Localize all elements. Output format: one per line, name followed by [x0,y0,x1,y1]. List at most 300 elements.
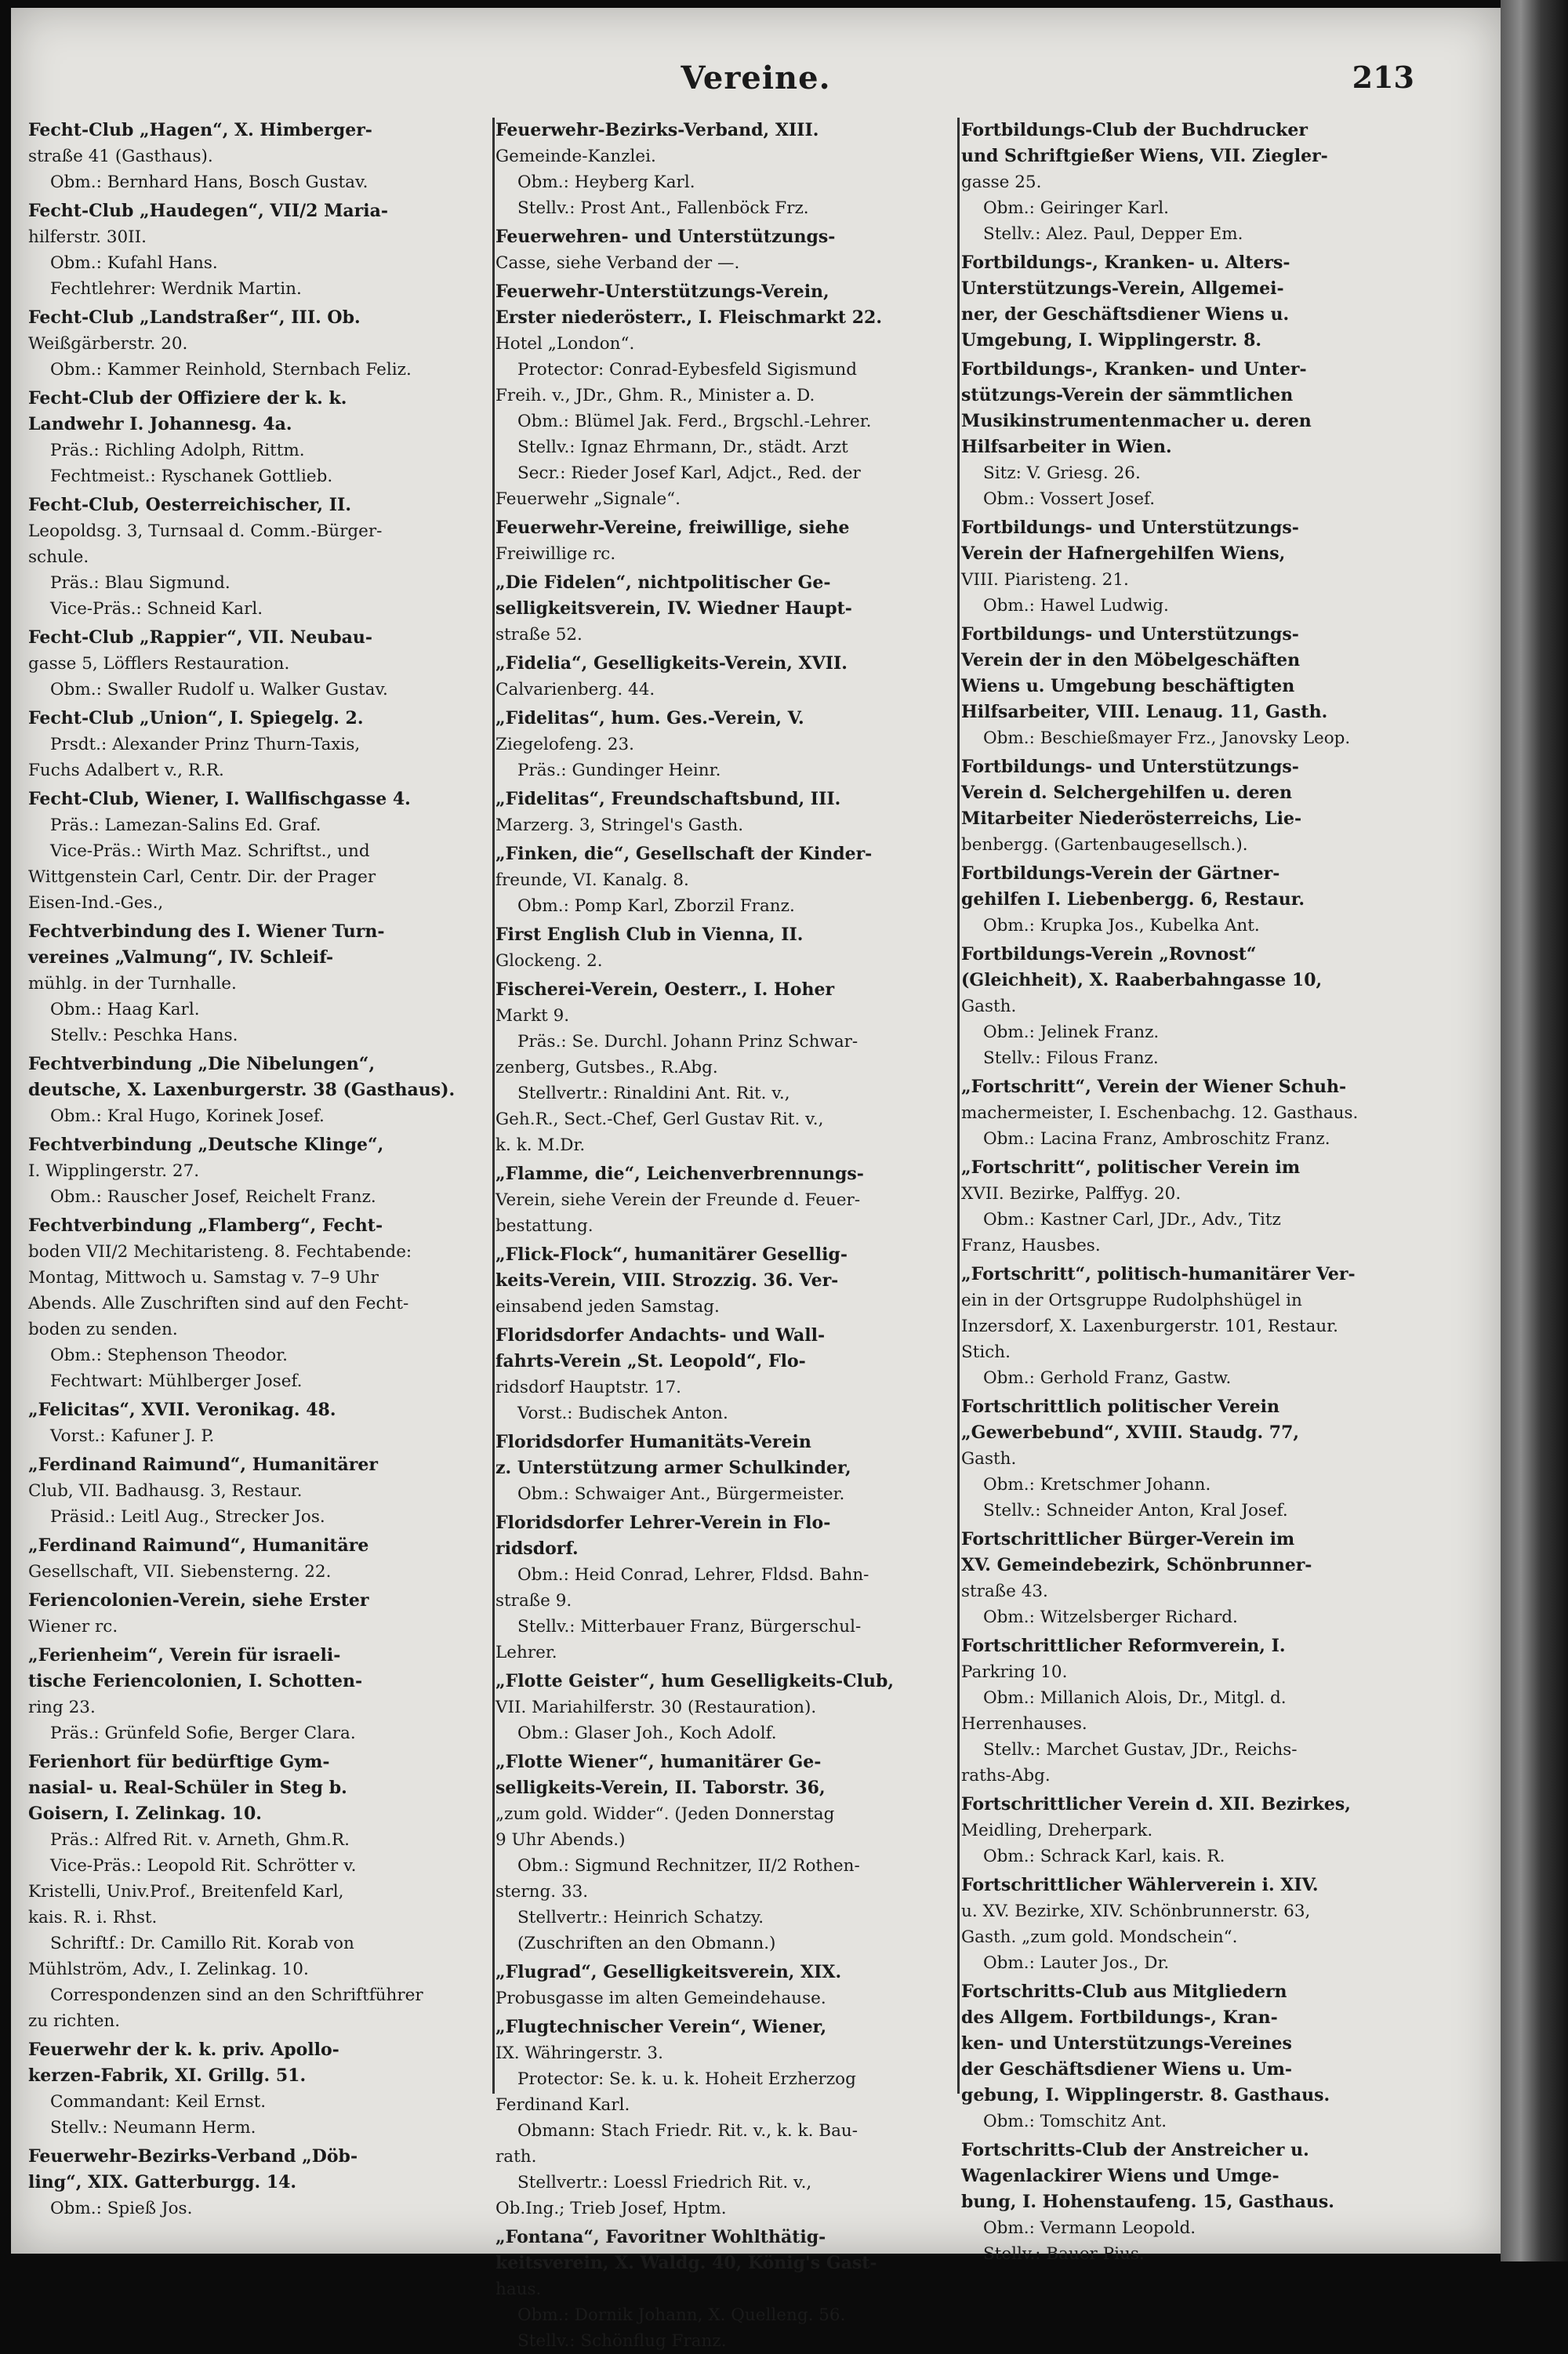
entry-detail-line: Obm.: Glaser Joh., Koch Adolf. [517,1724,777,1743]
directory-entry [28,1132,491,1210]
entry-detail-line: bestattung. [495,1216,593,1236]
entry-heading-line: Fortbildungs-, Kranken- u. Alters- [961,252,1290,273]
directory-entry [495,786,958,838]
entry-heading-line: Fecht-Club „Rappier“, VII. Neubau- [28,627,373,648]
entry-heading-line: „Flugrad“, Geselligkeitsverein, XIX. [495,1962,842,1982]
entry-detail-line: freunde, VI. Kanalg. 8. [495,870,689,890]
entry-heading-line: deutsche, X. Laxenburgerstr. 38 (Gasthaus). [28,1080,456,1100]
entry-detail-line: Obm.: Kufahl Hans. [50,253,218,273]
entry-detail-line: boden zu senden. [28,1320,178,1339]
directory-entry [961,1979,1424,2134]
directory-entry [495,977,958,1158]
entry-detail-line: Franz, Hausbes. [961,1236,1101,1255]
entry-heading-line: Fortbildungs-Club der Buchdrucker [961,120,1308,140]
directory-entry [495,224,958,276]
entry-detail-line: Commandant: Keil Ernst. [50,2092,267,2112]
entry-detail-line: Eisen-Ind.-Ges., [28,893,164,913]
entry-heading-line: „Fidelia“, Geselligkeits-Verein, XVII. [495,653,848,674]
entry-heading-line: Wiens u. Umgebung beschäftigten [961,676,1295,696]
entry-detail-line: Obm.: Kretschmer Johann. [983,1475,1211,1495]
entry-detail-line: Gemeinde-Kanzlei. [495,147,656,166]
entry-heading-line: Fortschrittlicher Wählerverein i. XIV. [961,1875,1319,1895]
entry-heading-line: Verein der Hafnergehilfen Wiens, [961,543,1286,564]
directory-entry [28,1397,491,1449]
entry-heading-line: Fortbildungs-Verein der Gärtner- [961,863,1280,884]
entry-heading-line: gehilfen I. Liebenbergg. 6, Restaur. [961,889,1305,910]
entry-heading-line: „Flugtechnischer Verein“, Wiener, [495,2017,827,2037]
entry-heading-line: „Fortschritt“, Verein der Wiener Schuh- [961,1077,1347,1097]
entry-detail-line: Leopoldsg. 3, Turnsaal d. Comm.-Bürger- [28,521,383,541]
entry-heading-line: Fortbildungs-, Kranken- und Unter- [961,359,1307,380]
entry-detail-line: Abends. Alle Zuschriften sind auf den Fecht- [28,1294,409,1313]
entry-detail-line: Präs.: Alfred Rit. v. Arneth, Ghm.R. [50,1830,350,1850]
entry-detail-line: Fuchs Adalbert v., R.R. [28,761,224,780]
entry-heading-line: Feriencolonien-Verein, siehe Erster [28,1590,369,1611]
entry-detail-line: VII. Mariahilferstr. 30 (Restauration). [495,1698,817,1717]
entry-detail-line: ridsdorf Hauptstr. 17. [495,1378,681,1397]
directory-entry [961,942,1424,1071]
directory-entry [28,1643,491,1746]
entry-detail-line: schule. [28,547,89,567]
entry-heading-line: Unterstützungs-Verein, Allgemei- [961,278,1284,299]
directory-entry [28,1749,491,2034]
directory-entry [28,1213,491,1394]
directory-entry [28,1588,491,1640]
entry-detail-line: Wittgenstein Carl, Centr. Dir. der Prager [28,867,376,887]
entry-heading-line: keits-Verein, VIII. Strozzig. 36. Ver- [495,1270,839,1291]
directory-entry [28,198,491,302]
entry-heading-line: Fecht-Club der Offiziere der k. k. [28,388,347,409]
entry-detail-line: Obm.: Jelinek Franz. [983,1023,1160,1042]
entry-detail-line: u. XV. Bezirke, XIV. Schönbrunnerstr. 63, [961,1902,1311,1921]
book-page [11,8,1501,2351]
directory-entry [495,1749,958,1956]
entry-detail-line: XVII. Bezirke, Palffyg. 20. [961,1184,1181,1204]
entry-heading-line: kerzen-Fabrik, XI. Grillg. 51. [28,2065,307,2086]
entry-detail-line: Präs.: Gundinger Heinr. [517,761,721,780]
entry-detail-line: Präs.: Grünfeld Sofie, Berger Clara. [50,1724,356,1743]
entry-detail-line: Präsid.: Leitl Aug., Strecker Jos. [50,1507,325,1527]
entry-detail-line: ein in der Ortsgruppe Rudolphshügel in [961,1291,1302,1310]
entry-heading-line: „Flotte Wiener“, humanitärer Ge- [495,1752,822,1772]
directory-entry [495,2225,958,2354]
text-column-right [961,118,1424,2264]
entry-heading-line: und Schriftgießer Wiens, VII. Ziegler- [961,146,1328,166]
entry-detail-line: Präs.: Lamezan-Salins Ed. Graf. [50,816,321,835]
entry-heading-line: nasial- u. Real-Schüler in Steg b. [28,1778,347,1798]
entry-detail-line: Obm.: Kammer Reinhold, Sternbach Feliz. [50,360,412,380]
entry-heading-line: ner, der Geschäftsdiener Wiens u. [961,304,1290,325]
entry-heading-line: Fischerei-Verein, Oesterr., I. Hoher [495,979,835,1000]
entry-heading-line: Fortschrittlicher Verein d. XII. Bezirkes, [961,1794,1351,1815]
entry-heading-line: Umgebung, I. Wipplingerstr. 8. [961,330,1262,351]
directory-entry [495,922,958,974]
entry-detail-line: Obm.: Vossert Josef. [983,489,1156,509]
entry-detail-line: „zum gold. Widder“. (Jeden Donnerstag [495,1804,835,1824]
entry-heading-line: Floridsdorfer Lehrer-Verein in Flo- [495,1513,831,1533]
entry-detail-line: Probusgasse im alten Gemeindehause. [495,1989,826,2008]
entry-detail-line: Stellv.: Marchet Gustav, JDr., Reichs- [983,1740,1298,1760]
entry-heading-line: „Fontana“, Favoritner Wohlthätig- [495,2227,826,2247]
entry-detail-line: Stellv.: Bauer Pius. [983,2244,1145,2264]
entry-detail-line: Fechtlehrer: Werdnik Martin. [50,279,302,299]
entry-detail-line: sterng. 33. [495,1882,589,1902]
directory-entry [961,118,1424,247]
entry-detail-line: Mühlström, Adv., I. Zelinkag. 10. [28,1960,309,1979]
page-number: 213 [1352,60,1414,95]
entry-heading-line: des Allgem. Fortbildungs-, Kran- [961,2007,1278,2028]
entry-detail-line: gasse 25. [961,173,1042,192]
entry-detail-line: Obm.: Schwaiger Ant., Bürgermeister. [517,1484,845,1504]
entry-heading-line: Goisern, I. Zelinkag. 10. [28,1804,262,1824]
entry-detail-line: Stellv.: Ignaz Ehrmann, Dr., städt. Arzt [517,438,848,457]
directory-entry [28,386,491,489]
entry-detail-line: zenberg, Gutsbes., R.Abg. [495,1058,718,1077]
directory-entry [28,2144,491,2221]
directory-entry [961,250,1424,354]
directory-entry [495,1323,958,1426]
entry-detail-line: Meidling, Dreherpark. [961,1821,1153,1840]
entry-detail-line: Glockeng. 2. [495,951,603,971]
entry-detail-line: Weißgärberstr. 20. [28,334,188,354]
entry-detail-line: Gasth. „zum gold. Mondschein“. [961,1927,1238,1947]
entry-heading-line: „Flotte Geister“, hum Geselligkeits-Club, [495,1671,895,1691]
entry-heading-line: Feuerwehr-Unterstützungs-Verein, [495,282,829,302]
entry-heading-line: Fecht-Club, Oesterreichischer, II. [28,495,351,515]
entry-detail-line: Präs.: Richling Adolph, Rittm. [50,441,305,460]
entry-detail-line: Freih. v., JDr., Ghm. R., Minister a. D. [495,386,815,405]
entry-detail-line: Stellv.: Peschka Hans. [50,1026,238,1045]
entry-detail-line: straße 52. [495,625,583,645]
entry-detail-line: Obm.: Geiringer Karl. [983,198,1169,218]
directory-entry [28,1052,491,1129]
entry-detail-line: gasse 5, Löfflers Restauration. [28,654,290,674]
entry-heading-line: vereines „Valmung“, IV. Schleif- [28,947,334,968]
entry-detail-line: Club, VII. Badhausg. 3, Restaur. [28,1481,303,1501]
directory-entry [495,1429,958,1507]
entry-detail-line: Obm.: Lacina Franz, Ambroschitz Franz. [983,1129,1330,1149]
entry-detail-line: Verein, siehe Verein der Freunde d. Feuer- [495,1190,861,1210]
entry-heading-line: Fortschritts-Club der Anstreicher u. [961,2140,1309,2160]
directory-entry [28,2037,491,2141]
entry-heading-line: gebung, I. Wipplingerstr. 8. Gasthaus. [961,2085,1330,2105]
entry-detail-line: Obm.: Gerhold Franz, Gastw. [983,1368,1232,1388]
entry-detail-line: Obm.: Lauter Jos., Dr. [983,1953,1170,1973]
entry-detail-line: Stellv.: Schneider Anton, Kral Josef. [983,1501,1288,1520]
entry-detail-line: Stellv.: Schönflug Franz. [517,2331,727,2351]
entry-detail-line: raths-Abg. [961,1766,1051,1785]
entry-detail-line: Montag, Mittwoch u. Samstag v. 7–9 Uhr [28,1268,379,1288]
entry-detail-line: haus. [495,2280,542,2299]
entry-heading-line: „Gewerbebund“, XVIII. Staudg. 77, [961,1422,1300,1443]
entry-detail-line: Feuerwehr „Signale“. [495,489,681,509]
entry-heading-line: Fecht-Club „Landstraßer“, III. Ob. [28,307,361,328]
directory-entry [28,1533,491,1585]
entry-detail-line: Obm.: Kral Hugo, Korinek Josef. [50,1106,325,1126]
entry-heading-line: ling“, XIX. Gatterburgg. 14. [28,2172,297,2192]
entry-heading-line: ken- und Unterstützungs-Vereines [961,2033,1292,2054]
entry-detail-line: Obm.: Spieß Jos. [50,2199,193,2218]
entry-detail-line: Stellv.: Prost Ant., Fallenböck Frz. [517,198,809,218]
entry-heading-line: selligkeits-Verein, II. Taborstr. 36, [495,1778,826,1798]
entry-heading-line: Landwehr I. Johannesg. 4a. [28,414,292,434]
entry-detail-line: Obm.: Swaller Rudolf u. Walker Gustav. [50,680,388,699]
entry-detail-line: Präs.: Blau Sigmund. [50,573,230,593]
entry-detail-line: straße 41 (Gasthaus). [28,147,213,166]
entry-detail-line: machermeister, I. Eschenbachg. 12. Gasthaus. [961,1103,1359,1123]
entry-heading-line: Feuerwehren- und Unterstützungs- [495,227,836,247]
directory-entry [495,1510,958,1666]
entry-heading-line: „Fortschritt“, politischer Verein im [961,1157,1301,1178]
directory-entry [495,570,958,648]
entry-heading-line: Fortbildungs- und Unterstützungs- [961,757,1299,777]
entry-detail-line: Vice-Präs.: Leopold Rit. Schrötter v. [50,1856,357,1876]
entry-detail-line: Obm.: Blümel Jak. Ferd., Brgschl.-Lehrer. [517,412,872,431]
entry-detail-line: Vorst.: Budischek Anton. [517,1404,728,1423]
entry-heading-line: Fortbildungs- und Unterstützungs- [961,624,1299,645]
entry-detail-line: Obm.: Rauscher Josef, Reichelt Franz. [50,1187,376,1207]
entry-heading-line: Fortbildungs-Verein „Rovnost“ [961,944,1257,964]
entry-heading-line: der Geschäftsdiener Wiens u. Um- [961,2059,1293,2080]
entry-heading-line: tische Feriencolonien, I. Schotten- [28,1671,363,1691]
entry-heading-line: Fortschrittlich politischer Verein [961,1397,1279,1417]
entry-heading-line: Fortschritts-Club aus Mitgliedern [961,1982,1287,2002]
running-title: Vereine. [681,60,831,96]
entry-detail-line: Markt 9. [495,1006,570,1026]
entry-detail-line: einsabend jeden Samstag. [495,1297,720,1317]
directory-entry [961,1633,1424,1789]
entry-heading-line: Fecht-Club „Hagen“, X. Himberger- [28,120,372,140]
directory-entry [961,357,1424,512]
directory-entry [495,279,958,512]
directory-entry [961,622,1424,751]
entry-heading-line: Fortbildungs- und Unterstützungs- [961,518,1299,538]
entry-detail-line: k. k. M.Dr. [495,1135,586,1155]
entry-detail-line: Obm.: Stephenson Theodor. [50,1346,288,1365]
directory-entry [28,706,491,783]
entry-detail-line: Obm.: Schrack Karl, kais. R. [983,1847,1225,1866]
directory-entry [28,1452,491,1530]
entry-heading-line: Mitarbeiter Niederösterreichs, Lie- [961,808,1302,829]
entry-detail-line: Stich. [961,1342,1011,1362]
directory-entry [28,492,491,622]
entry-heading-line: Feuerwehr-Bezirks-Verband „Döb- [28,2146,358,2167]
directory-entry [495,118,958,221]
entry-heading-line: Musikinstrumentenmacher u. deren [961,411,1312,431]
entry-detail-line: Lehrer. [495,1643,557,1662]
entry-heading-line: First English Club in Vienna, II. [495,925,804,945]
entry-detail-line: hilferstr. 30II. [28,227,147,247]
entry-heading-line: Verein d. Selchergehilfen u. deren [961,783,1293,803]
entry-heading-line: Fechtverbindung „Deutsche Klinge“, [28,1135,384,1155]
entry-heading-line: keitsverein, X. Waldg. 40, König's Gast- [495,2253,877,2273]
entry-detail-line: Stellvertr.: Loessl Friedrich Rit. v., [517,2173,812,2192]
directory-entry [495,1960,958,2011]
entry-heading-line: Feuerwehr-Bezirks-Verband, XIII. [495,120,819,140]
text-column-left [28,118,491,2218]
entry-heading-line: Erster niederösterr., I. Fleischmarkt 22. [495,307,883,328]
directory-entry [961,754,1424,858]
entry-heading-line: „Die Fidelen“, nichtpolitischer Ge- [495,572,831,593]
directory-entry [495,651,958,703]
directory-entry [961,1394,1424,1524]
entry-heading-line: Fortschrittlicher Reformverein, I. [961,1636,1286,1656]
entry-detail-line: Secr.: Rieder Josef Karl, Adjct., Red. der [517,463,861,483]
entry-detail-line: Obm.: Witzelsberger Richard. [983,1607,1238,1627]
entry-detail-line: boden VII/2 Mechitaristeng. 8. Fechtabende: [28,1242,412,1262]
entry-heading-line: Fecht-Club „Haudegen“, VII/2 Maria- [28,201,389,221]
entry-detail-line: I. Wipplingerstr. 27. [28,1161,200,1181]
entry-detail-line: Protector: Se. k. u. k. Hoheit Erzherzog [517,2069,856,2089]
entry-detail-line: Vice-Präs.: Schneid Karl. [50,599,263,619]
entry-detail-line: kais. R. i. Rhst. [28,1908,158,1927]
entry-detail-line: Vorst.: Kafuner J. P. [50,1426,215,1446]
entry-detail-line: Obm.: Pomp Karl, Zborzil Franz. [517,896,795,916]
entry-detail-line: Obm.: Bernhard Hans, Bosch Gustav. [50,173,368,192]
entry-detail-line: ring 23. [28,1698,96,1717]
entry-heading-line: Fecht-Club, Wiener, I. Wallfischgasse 4. [28,789,411,809]
entry-heading-line: „Ferdinand Raimund“, Humanitäre [28,1535,369,1556]
entry-detail-line: Obm.: Kastner Carl, JDr., Adv., Titz [983,1210,1281,1230]
entry-detail-line: straße 9. [495,1591,572,1611]
entry-heading-line: bung, I. Hohenstaufeng. 15, Gasthaus. [961,2192,1334,2212]
entry-heading-line: „Flick-Flock“, humanitärer Gesellig- [495,1244,848,1265]
entry-detail-line: Parkring 10. [961,1662,1068,1682]
entry-heading-line: Fechtverbindung des I. Wiener Turn- [28,921,385,942]
entry-detail-line: Herrenhauses. [961,1714,1087,1734]
page-header [11,60,1501,107]
entry-detail-line: IX. Währingerstr. 3. [495,2043,663,2063]
entry-detail-line: Hotel „London“. [495,334,635,354]
entry-heading-line: „Fortschritt“, politisch-humanitärer Ver- [961,1264,1356,1284]
entry-heading-line: Fecht-Club „Union“, I. Spiegelg. 2. [28,708,364,728]
entry-detail-line: Ziegelofeng. 23. [495,735,634,754]
entry-detail-line: Obm.: Vermann Leopold. [983,2218,1196,2238]
entry-heading-line: XV. Gemeindebezirk, Schönbrunner- [961,1555,1312,1575]
entry-detail-line: Calvarienberg. 44. [495,680,655,699]
entry-detail-line: Stellv.: Filous Franz. [983,1048,1159,1068]
entry-heading-line: Verein der in den Möbelgeschäften [961,650,1301,670]
entry-detail-line: straße 43. [961,1582,1048,1601]
entry-heading-line: Hilfsarbeiter, VIII. Lenaug. 11, Gasth. [961,702,1328,722]
entry-detail-line: Gesellschaft, VII. Siebensterng. 22. [28,1562,332,1582]
entry-detail-line: rath. [495,2147,537,2167]
entry-heading-line: Hilfsarbeiter in Wien. [961,437,1172,457]
entry-detail-line: Schriftf.: Dr. Camillo Rit. Korab von [50,1934,354,1953]
entry-detail-line: Stellv.: Alez. Paul, Depper Em. [983,224,1243,244]
directory-entry [28,786,491,916]
entry-heading-line: Feuerwehr der k. k. priv. Apollo- [28,2040,339,2060]
directory-entry [495,706,958,783]
directory-entry [961,1262,1424,1391]
entry-heading-line: „Ferdinand Raimund“, Humanitärer [28,1455,378,1475]
entry-detail-line: Obm.: Krupka Jos., Kubelka Ant. [983,916,1260,935]
entry-heading-line: „Ferienheim“, Verein für israeli- [28,1645,341,1666]
entry-detail-line: Ob.Ing.; Trieb Josef, Hptm. [495,2199,727,2218]
directory-entry [961,861,1424,939]
entry-heading-line: Wagenlackirer Wiens und Umge- [961,2166,1279,2186]
entry-detail-line: Stellvertr.: Rinaldini Ant. Rit. v., [517,1084,790,1103]
entry-detail-line: Protector: Conrad-Eybesfeld Sigismund [517,360,858,380]
entry-detail-line: Sitz: V. Griesg. 26. [983,463,1141,483]
entry-detail-line: Obm.: Hawel Ludwig. [983,596,1169,616]
entry-detail-line: Fechtwart: Mühlberger Josef. [50,1371,303,1391]
entry-detail-line: Gasth. [961,1449,1017,1469]
entry-heading-line: stützungs-Verein der sämmtlichen [961,385,1294,405]
directory-entry [961,1873,1424,1976]
entry-detail-line: Freiwillige rc. [495,544,616,564]
directory-entry [495,1242,958,1320]
entry-heading-line: z. Unterstützung armer Schulkinder, [495,1458,851,1478]
directory-entry [961,1527,1424,1630]
directory-entry [495,2014,958,2221]
entry-heading-line: Fortschrittlicher Bürger-Verein im [961,1529,1295,1549]
entry-detail-line: Kristelli, Univ.Prof., Breitenfeld Karl, [28,1882,344,1902]
entry-detail-line: Casse, siehe Verband der —. [495,253,740,273]
directory-entry [961,1155,1424,1259]
entry-heading-line: „Finken, die“, Gesellschaft der Kinder- [495,844,873,864]
entry-heading-line: „Felicitas“, XVII. Veronikag. 48. [28,1400,336,1420]
entry-heading-line: Ferienhort für bedürftige Gym- [28,1752,330,1772]
entry-detail-line: Prsdt.: Alexander Prinz Thurn-Taxis, [50,735,361,754]
entry-detail-line: Obm.: Haag Karl. [50,1000,200,1019]
entry-detail-line: Wiener rc. [28,1617,118,1637]
entry-heading-line: Feuerwehr-Vereine, freiwillige, siehe [495,518,850,538]
text-column-middle [495,118,958,2351]
entry-detail-line: Ferdinand Karl. [495,2095,630,2115]
entry-heading-line: Floridsdorfer Humanitäts-Verein [495,1432,811,1452]
entry-detail-line: Vice-Präs.: Wirth Maz. Schriftst., und [50,841,370,861]
entry-detail-line: Präs.: Se. Durchl. Johann Prinz Schwar- [517,1032,858,1052]
entry-detail-line: Stellv.: Neumann Herm. [50,2118,256,2138]
entry-detail-line: Obm.: Heyberg Karl. [517,173,695,192]
entry-detail-line: Inzersdorf, X. Laxenburgerstr. 101, Restaur. [961,1317,1338,1336]
entry-detail-line: 9 Uhr Abends.) [495,1830,626,1850]
entry-detail-line: Gasth. [961,997,1017,1016]
entry-detail-line: Stellv.: Mitterbauer Franz, Bürgerschul- [517,1617,862,1637]
entry-detail-line: Obm.: Tomschitz Ant. [983,2112,1167,2131]
column-divider [492,118,495,2094]
directory-entry [961,1792,1424,1869]
entry-detail-line: Stellvertr.: Heinrich Schatzy. [517,1908,764,1927]
entry-heading-line: fahrts-Verein „St. Leopold“, Flo- [495,1351,806,1371]
entry-heading-line: (Gleichheit), X. Raaberbahngasse 10, [961,970,1323,990]
entry-heading-line: Fechtverbindung „Flamberg“, Fecht- [28,1215,383,1236]
entry-heading-line: ridsdorf. [495,1538,579,1559]
entry-heading-line: „Fidelitas“, hum. Ges.-Verein, V. [495,708,804,728]
entry-detail-line: Marzerg. 3, Stringel's Gasth. [495,816,744,835]
directory-entry [28,625,491,703]
entry-detail-line: Obm.: Beschießmayer Frz., Janovsky Leop. [983,728,1351,748]
entry-detail-line: Obmann: Stach Friedr. Rit. v., k. k. Bau- [517,2121,858,2141]
entry-heading-line: „Flamme, die“, Leichenverbrennungs- [495,1164,864,1184]
entry-detail-line: Obm.: Heid Conrad, Lehrer, Fldsd. Bahn- [517,1565,869,1585]
entry-detail-line: Obm.: Sigmund Rechnitzer, II/2 Rothen- [517,1856,860,1876]
entry-heading-line: Floridsdorfer Andachts- und Wall- [495,1325,826,1346]
entry-detail-line: Geh.R., Sect.-Chef, Gerl Gustav Rit. v., [495,1110,824,1129]
entry-detail-line: benbergg. (Gartenbaugesellsch.). [961,835,1248,855]
directory-entry [961,1074,1424,1152]
directory-entry [495,1669,958,1746]
entry-detail-line: zu richten. [28,2011,121,2031]
directory-entry [961,515,1424,619]
directory-entry [28,919,491,1048]
directory-entry [495,841,958,919]
directory-entry [495,515,958,567]
entry-detail-line: (Zuschriften an den Obmann.) [517,1934,776,1953]
directory-entry [961,2138,1424,2267]
directory-entry [495,1161,958,1239]
